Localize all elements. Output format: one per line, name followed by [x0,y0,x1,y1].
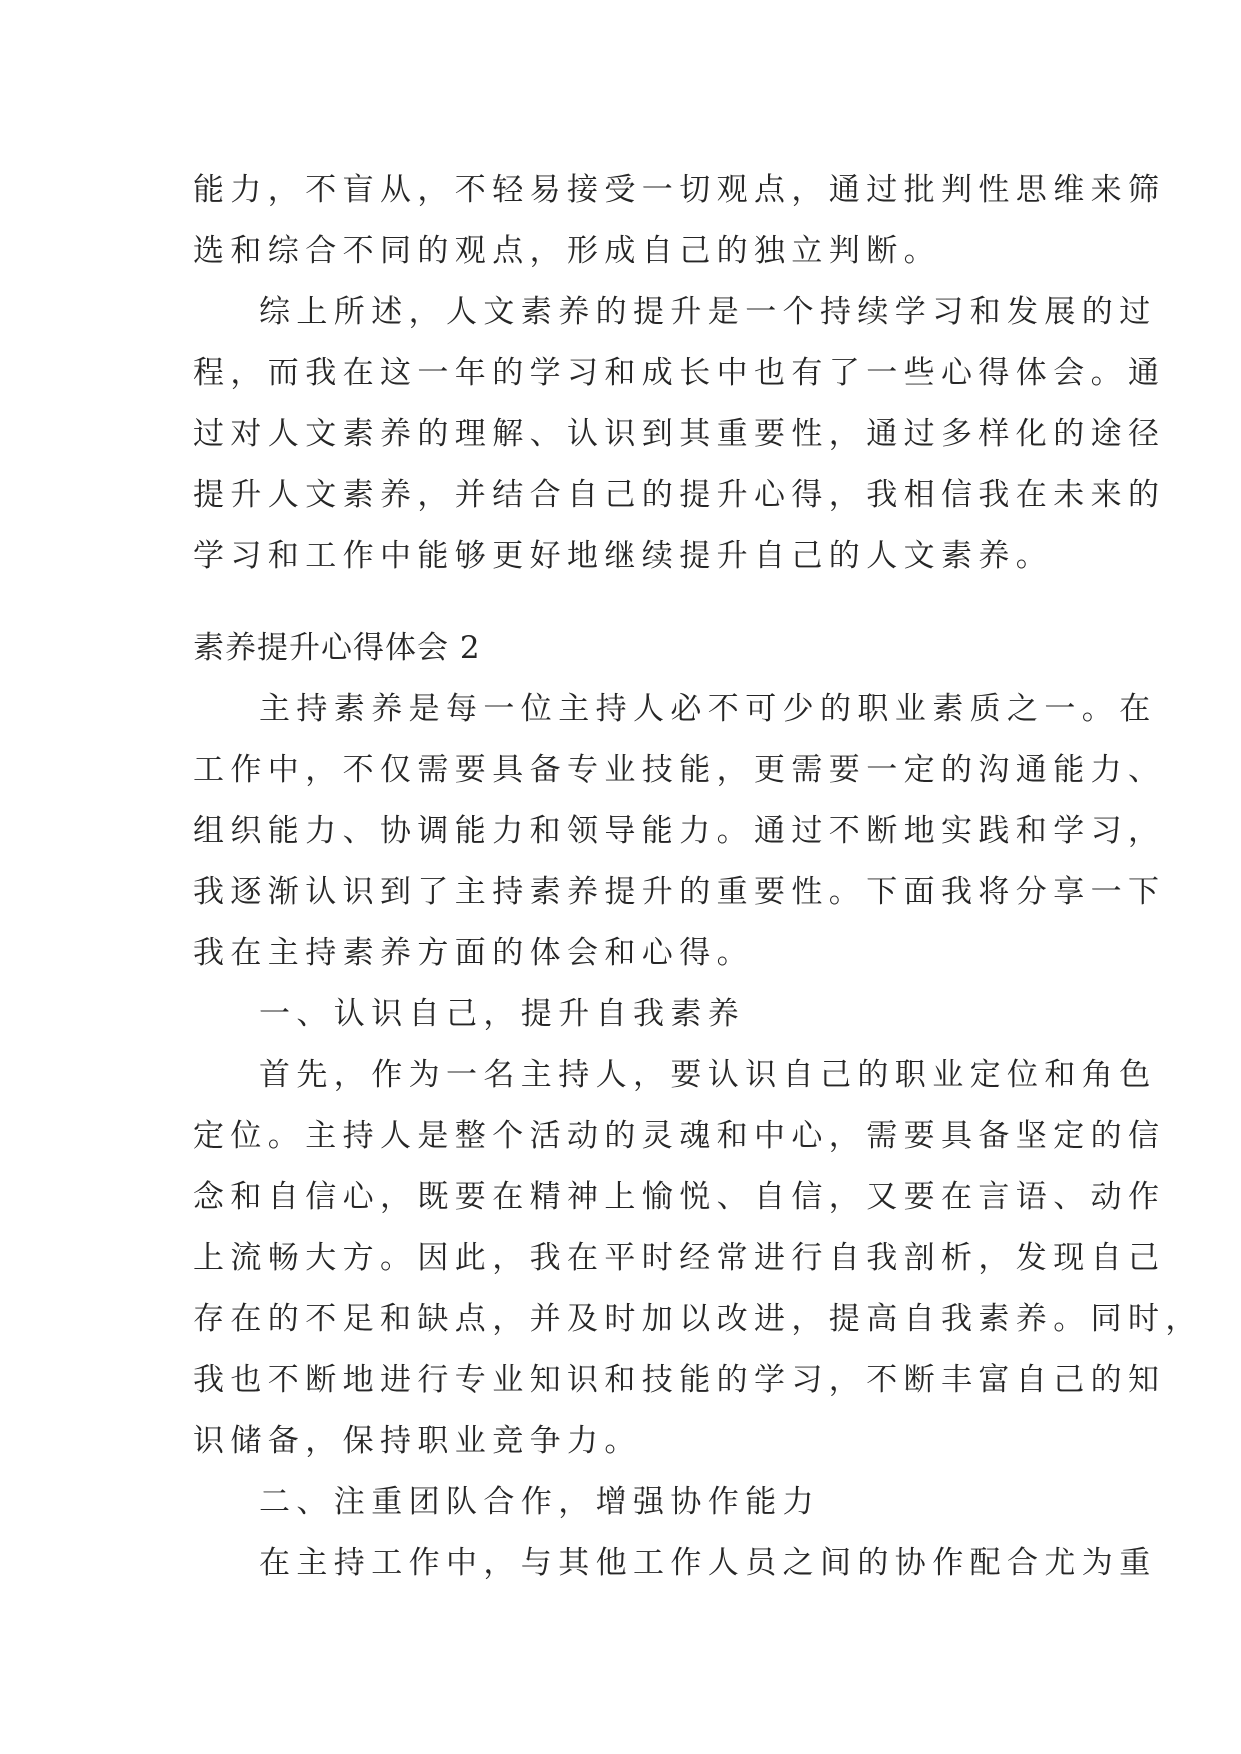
section-title: 素养提升心得体会 2 [193,630,481,666]
paragraph-line: 我在主持素养方面的体会和心得。 [193,935,754,971]
paragraph-line: 识储备，保持职业竞争力。 [193,1423,642,1459]
document-body [193,160,1203,1594]
paragraph-line: 过对人文素养的理解、认识到其重要性，通过多样化的途径 [193,416,1166,452]
subheading: 一、认识自己，提升自我素养 [259,996,746,1032]
paragraph-line: 提升人文素养，并结合自己的提升心得，我相信我在未来的 [193,477,1166,513]
paragraph-line: 念和自信心，既要在精神上愉悦、自信，又要在言语、动作 [193,1179,1166,1215]
subheading: 二、注重团队合作，增强协作能力 [259,1484,820,1520]
paragraph-line: 我逐渐认识到了主持素养提升的重要性。下面我将分享一下 [193,874,1166,910]
paragraph-line: 上流畅大方。因此，我在平时经常进行自我剖析，发现自己 [193,1240,1166,1276]
paragraph-line: 在主持工作中，与其他工作人员之间的协作配合尤为重 [259,1545,1157,1581]
paragraph-line: 定位。主持人是整个活动的灵魂和中心，需要具备坚定的信 [193,1118,1166,1154]
blank-line [193,587,1053,618]
paragraph-line: 组织能力、协调能力和领导能力。通过不断地实践和学习， [193,813,1166,849]
paragraph-line: 主持素养是每一位主持人必不可少的职业素质之一。在 [259,691,1157,727]
paragraph-line: 首先，作为一名主持人，要认识自己的职业定位和角色 [259,1057,1157,1093]
paragraph-line: 学习和工作中能够更好地继续提升自己的人文素养。 [193,538,1054,574]
paragraph-line: 综上所述，人文素养的提升是一个持续学习和发展的过 [259,294,1157,330]
paragraph-line: 选和综合不同的观点，形成自己的独立判断。 [193,233,941,269]
paragraph-line: 存在的不足和缺点，并及时加以改进，提高自我素养。同时， [193,1301,1203,1337]
paragraph-line: 我也不断地进行专业知识和技能的学习，不断丰富自己的知 [193,1362,1166,1398]
paragraph-line: 能力，不盲从，不轻易接受一切观点，通过批判性思维来筛 [193,172,1166,208]
paragraph-line: 程，而我在这一年的学习和成长中也有了一些心得体会。通 [193,355,1166,391]
paragraph-line: 工作中，不仅需要具备专业技能，更需要一定的沟通能力、 [193,752,1166,788]
